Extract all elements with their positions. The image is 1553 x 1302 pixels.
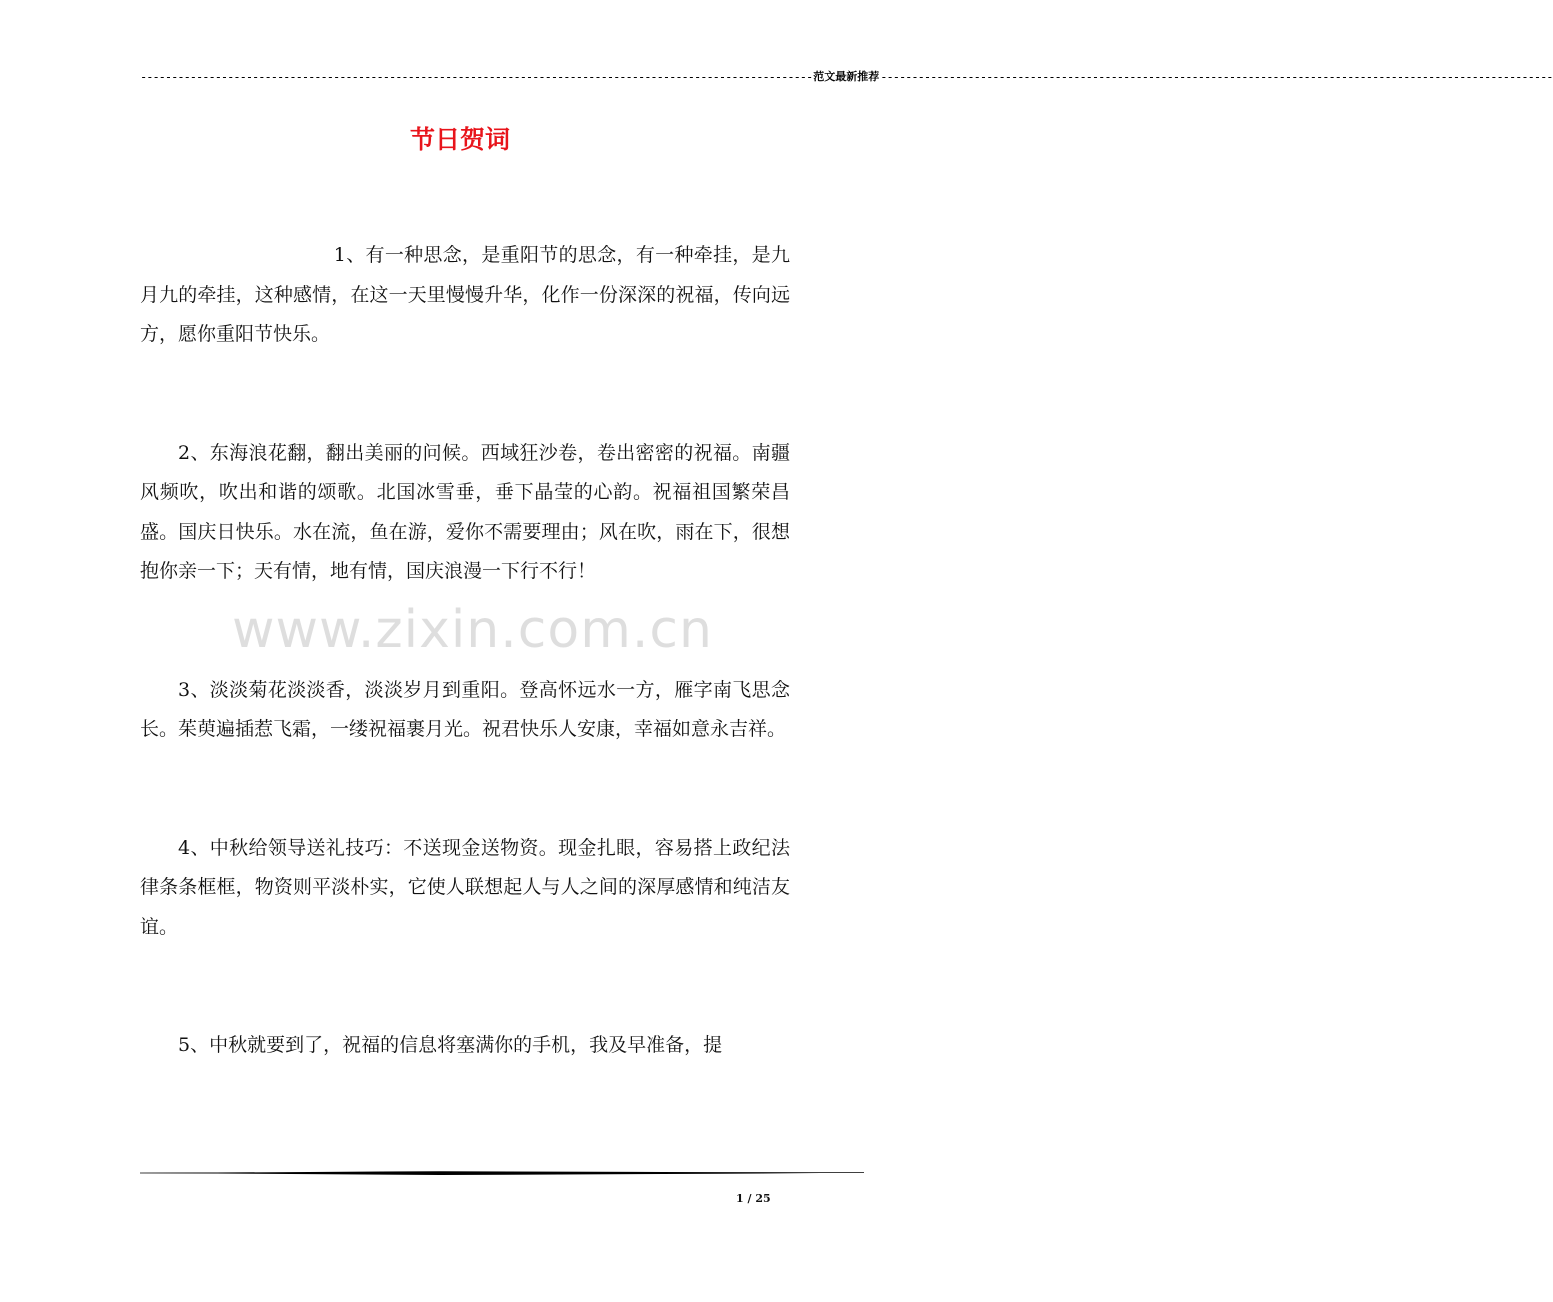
paragraph-1: 1、有一种思念，是重阳节的思念，有一种牵挂，是九月九的牵挂，这种感情，在这一天里慢慢升华，化作一份深深的祝福，传向远方，愿你重阳节快乐。 <box>140 244 790 345</box>
paragraph-5: 5、中秋就要到了，祝福的信息将塞满你的手机，我及早准备，提 <box>178 1034 723 1056</box>
header-dash-right: ------------------------------------------------------------------------------------------------------------ <box>880 70 1553 84</box>
document-title: 节日贺词 <box>409 125 510 154</box>
header-rule <box>140 66 1553 88</box>
header-label: 范文最新推荐 <box>813 70 880 83</box>
page-number: 1 / 25 <box>736 1192 771 1205</box>
paragraph-3: 3、淡淡菊花淡淡香，淡淡岁月到重阳。登高怀远水一方，雁字南飞思念长。茱萸遍插惹飞霜，一缕祝福裹月光。祝君快乐人安康，幸福如意永吉祥。 <box>140 678 790 740</box>
paragraph-2: 2、东海浪花翻，翻出美丽的问候。西域狂沙卷，卷出密密的祝福。南疆风频吹，吹出和谐的颂歌。北国冰雪垂，垂下晶莹的心韵。祝福祖国繁荣昌盛。国庆日快乐。水在流，鱼在游，爱你不需要理由；风在吹，雨在下，很想抱你亲一下；天有情，地有情，国庆浪漫一下行不行！ <box>140 441 790 582</box>
footer-divider <box>140 1164 864 1182</box>
header-dash-left: ------------------------------------------------------------------------------------------------------------ <box>140 70 813 84</box>
watermark: www.zixin.com.cn <box>232 600 713 660</box>
paragraph-4: 4、中秋给领导送礼技巧：不送现金送物资。现金扎眼，容易搭上政纪法律条条框框，物资则平淡朴实，它使人联想起人与人之间的深厚感情和纯洁友谊。 <box>140 836 790 938</box>
document-body <box>140 236 790 1145</box>
